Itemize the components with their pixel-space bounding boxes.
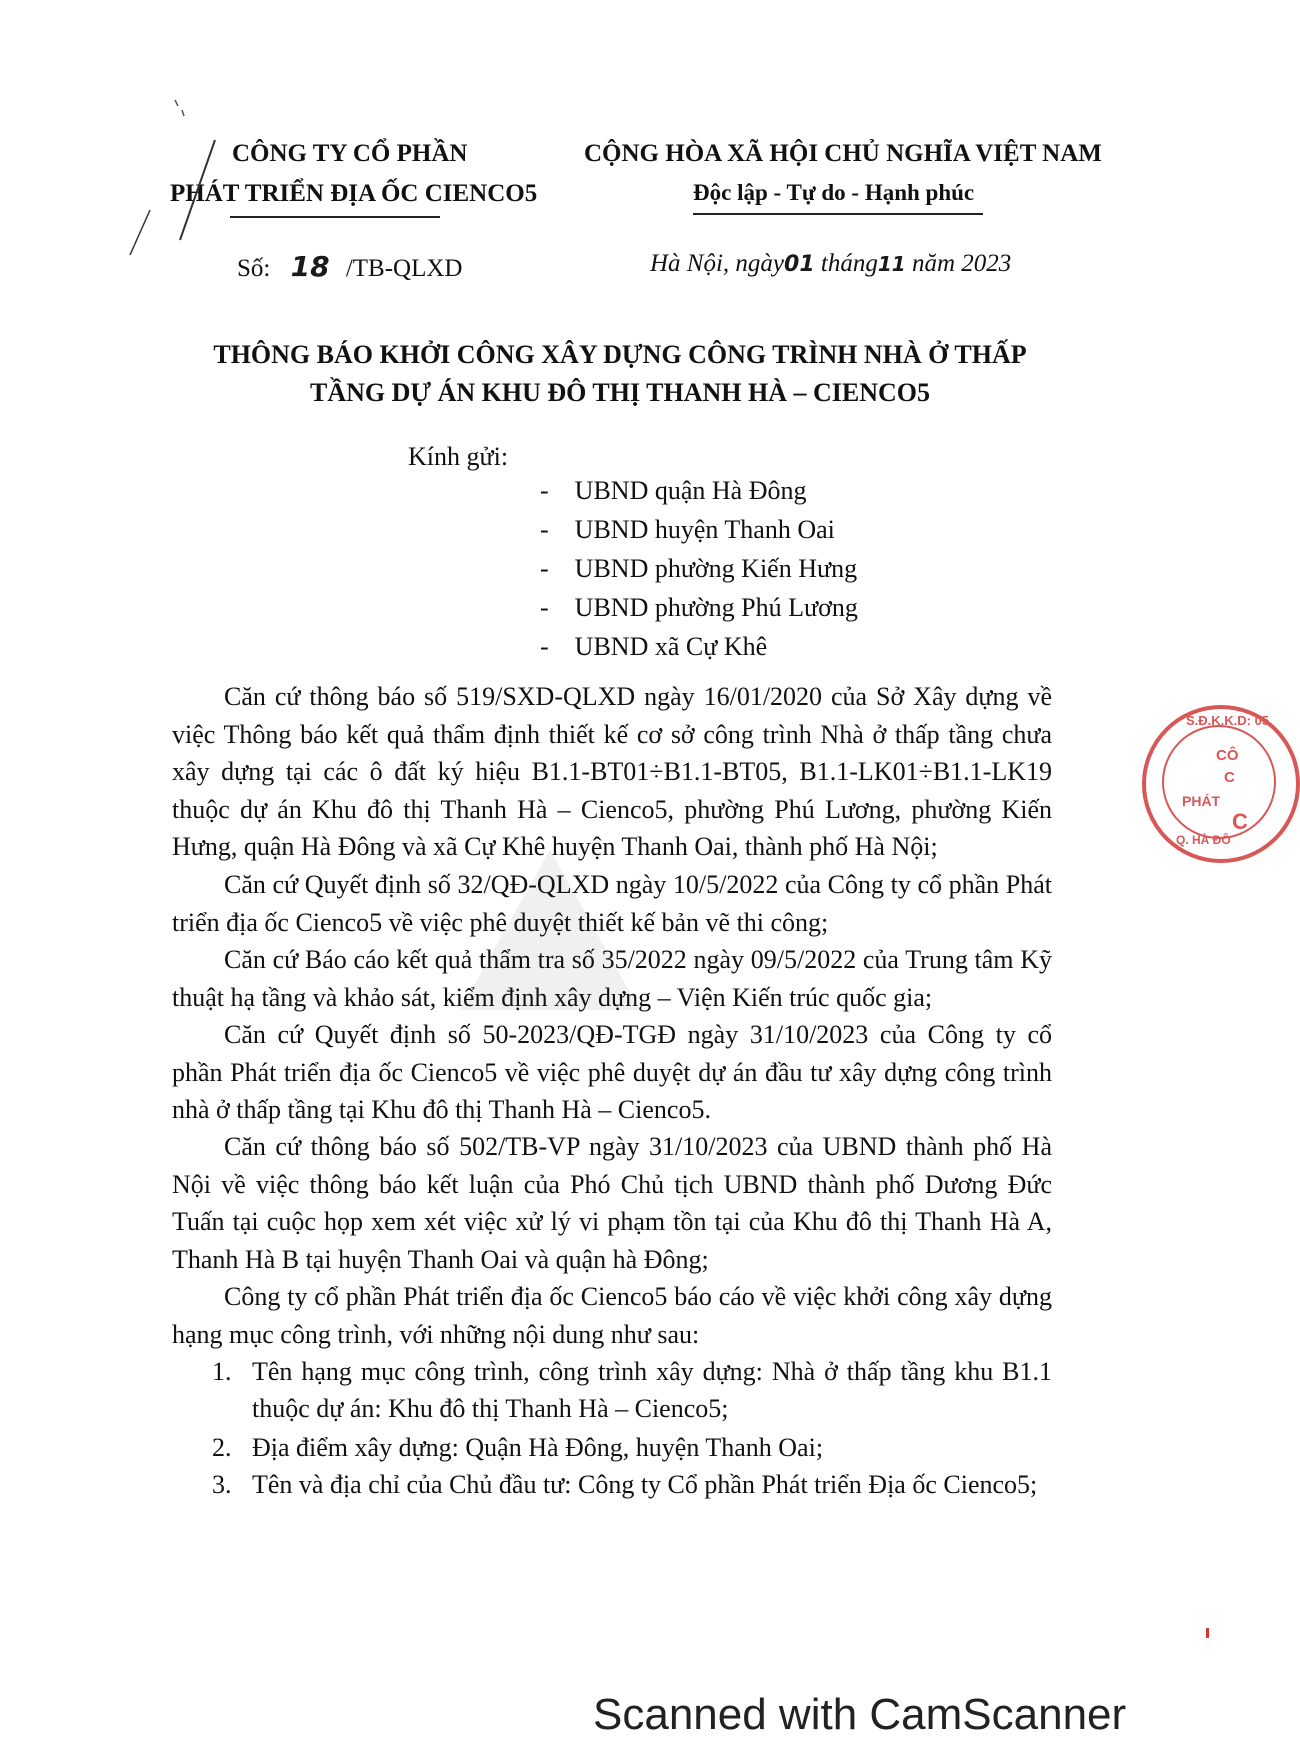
recipient-item: - UBND quận Hà Đông bbox=[540, 476, 807, 505]
date-month-label: tháng bbox=[820, 250, 878, 277]
company-name-line1: CÔNG TY CỔ PHẦN bbox=[232, 140, 468, 167]
paragraph-5: Căn cứ thông báo số 502/TB-VP ngày 31/10/2023 của UBND thành phố Hà Nội về việc thông báo kết luận của Phó Chủ tịch UBND thành phố Dương Đức Tuấn tại cuộc họp xem xét việc xử lý vi phạm tồn tại của Khu đô thị Thanh Hà A, Thanh Hà B tại huyện Thanh Oai và quận hà Đông; bbox=[172, 1132, 1052, 1274]
recipient-item: - UBND xã Cự Khê bbox=[540, 632, 768, 661]
numbered-item-3: 3. Tên và địa chỉ của Chủ đầu tư: Công ty Cổ phần Phát triển Địa ốc Cienco5; bbox=[212, 1470, 1038, 1499]
recipient-item: - UBND phường Phú Lương bbox=[540, 593, 858, 622]
doc-title-line1: THÔNG BÁO KHỞI CÔNG XÂY DỰNG CÔNG TRÌNH NHÀ Ở THẤP bbox=[213, 340, 1027, 369]
republic-name: CỘNG HÒA XÃ HỘI CHỦ NGHĨA VIỆT NAM bbox=[584, 140, 1102, 167]
recipients-list bbox=[540, 476, 858, 671]
red-mark bbox=[1206, 1628, 1209, 1638]
paragraph-6: Công ty cổ phần Phát triển địa ốc Cienco5 báo cáo về việc khởi công xây dựng hạng mục công trình, với những nội dung như sau: bbox=[172, 1282, 1052, 1349]
camscanner-footer: Scanned with CamScanner bbox=[593, 1690, 1127, 1739]
date-day-handwritten: 01 bbox=[784, 252, 815, 277]
recipient-item: - UBND phường Kiến Hưng bbox=[540, 554, 858, 583]
doc-number-suffix: /TB-QLXD bbox=[345, 255, 463, 282]
doc-date bbox=[650, 250, 1011, 278]
stamp-inner-ring bbox=[1162, 725, 1276, 839]
paragraph-1: Căn cứ thông báo số 519/SXD-QLXD ngày 16/01/2020 của Sở Xây dựng về việc Thông báo kết quả thẩm định thiết kế cơ sở công trình Nhà ở thấp tầng chưa xây dựng tại các ô đất ký hiệu B1.1-BT01÷B1.1-BT05, B1.1-LK01÷B1.1-LK19 thuộc dự án Khu đô thị Thanh Hà – Cienco5, phường Phú Lương, phường Kiến Hưng, quận Hà Đông và xã Cự Khê huyện Thanh Oai, thành phố Hà Nội; bbox=[172, 682, 1052, 861]
doc-title-line2: TẦNG DỰ ÁN KHU ĐÔ THỊ THANH HÀ – CIENCO5 bbox=[310, 378, 930, 407]
company-stamp: S.Đ.K.K.D: 05 CÔ C PHÁT C Q. HÀ ĐÔ bbox=[1142, 705, 1300, 863]
paragraph-2: Căn cứ Quyết định số 32/QĐ-QLXD ngày 10/5/2022 của Công ty cổ phần Phát triển địa ốc Cienco5 về việc phê duyệt thiết kế bản vẽ thi công; bbox=[172, 870, 1052, 937]
doc-title bbox=[120, 336, 1120, 412]
numbered-item-1: 1. Tên hạng mục công trình, công trình xây dựng: Nhà ở thấp tầng khu B1.1 thuộc dự án: Khu đô thị Thanh Hà – Cienco5; bbox=[212, 1357, 1052, 1423]
recipients-label: Kính gửi: bbox=[408, 442, 509, 471]
paragraph-4: Căn cứ Quyết định số 50-2023/QĐ-TGĐ ngày 31/10/2023 của Công ty cổ phần Phát triển địa ốc Cienco5 về việc phê duyệt dự án đầu tư xây dựng công trình nhà ở thấp tầng tại Khu đô thị Thanh Hà – Cienco5. bbox=[172, 1020, 1052, 1124]
pen-mark-icon bbox=[120, 90, 230, 260]
doc-number-label: Số: bbox=[237, 255, 271, 282]
paragraph-3: Căn cứ Báo cáo kết quả thẩm tra số 35/2022 ngày 09/5/2022 của Trung tâm Kỹ thuật hạ tầng và khảo sát, kiểm định xây dựng – Viện Kiến trúc quốc gia; bbox=[172, 945, 1052, 1012]
doc-number bbox=[237, 250, 462, 283]
date-year: năm 2023 bbox=[911, 250, 1012, 277]
motto-underline bbox=[693, 213, 983, 215]
date-prefix: Hà Nội, ngày bbox=[650, 250, 785, 277]
motto: Độc lập - Tự do - Hạnh phúc bbox=[693, 180, 975, 205]
recipient-item: - UBND huyện Thanh Oai bbox=[540, 515, 835, 544]
company-name-line2: PHÁT TRIỂN ĐỊA ỐC CIENCO5 bbox=[170, 180, 538, 207]
company-underline bbox=[230, 216, 440, 218]
numbered-item-2: 2. Địa điểm xây dựng: Quận Hà Đông, huyện Thanh Oai; bbox=[212, 1433, 824, 1462]
doc-number-handwritten: 18 bbox=[290, 250, 330, 283]
date-month-handwritten: 11 bbox=[877, 252, 906, 276]
